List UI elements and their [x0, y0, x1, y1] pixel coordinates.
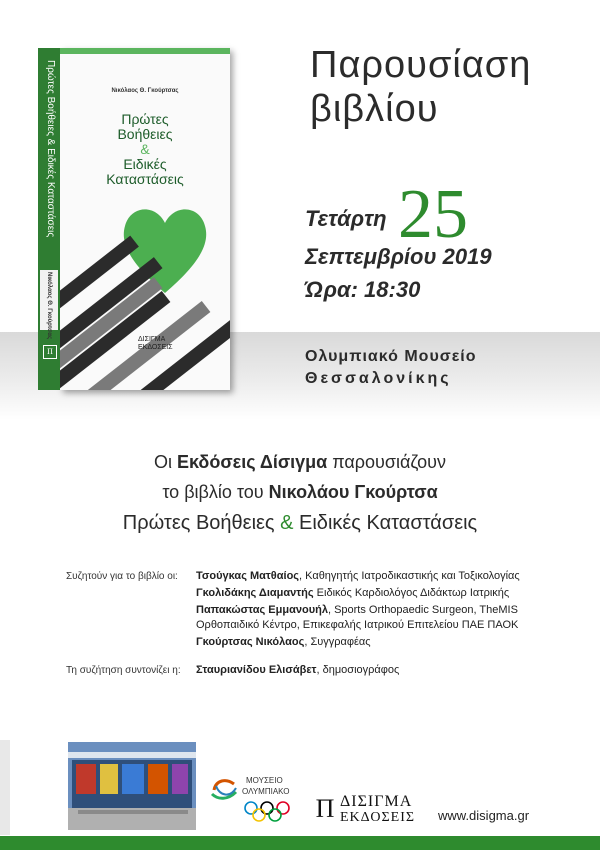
spine-title: Πρώτες Βοήθειες & Ειδικές Καταστάσεις [45, 60, 56, 238]
speaker-item: Γκολιδάκης Διαμαντής Ειδικός Καρδιολόγος Διδάκτωρ Ιατρικής [196, 587, 510, 599]
title-line2: βιβλίου [310, 88, 439, 130]
museum-photo [68, 742, 196, 830]
olympic-museum-logo-line2: ΟΛΥΜΠΙΑΚΟ [242, 787, 290, 796]
spine-author: Νικόλαος Θ. Γκούρτσας [40, 270, 58, 330]
cover-author: Νικόλαος Θ. Γκούρτσας [111, 88, 179, 94]
speakers-label: Συζητούν για το βιβλίο οι: [66, 571, 178, 582]
cover-top-bar [60, 48, 230, 54]
event-day-number: 25 [398, 176, 468, 253]
speaker-item: Παπακώστας Εμμανουήλ, Sports Orthopaedic Surgeon, TheMIS [196, 604, 518, 616]
cover-title-line4: Καταστάσεις [106, 171, 184, 187]
footer-left-bar [0, 740, 10, 835]
footer-green-bar [0, 836, 600, 850]
speakers-list [196, 569, 596, 650]
announcement-line2: το βιβλίο του Νικολάου Γκούρτσα [162, 482, 438, 502]
venue-line2: Θεσσαλονίκης [305, 370, 452, 387]
book-cover [60, 48, 230, 390]
title-line1: Παρουσίαση [310, 44, 532, 86]
cover-publisher-logo [138, 336, 208, 352]
disigma-logo-icon: Π [315, 794, 335, 823]
cover-title-line3: Ειδικές [123, 156, 167, 172]
spine-logo-icon: Π [43, 345, 57, 359]
cover-title-line1: Πρώτες [121, 111, 169, 127]
publisher-logo-line1: ΔΙΣΙΓΜΑ [340, 793, 413, 810]
cover-title [60, 112, 230, 187]
event-month-year: Σεπτεμβρίου 2019 [305, 244, 492, 269]
olympic-rings-icon [242, 800, 292, 824]
publisher-url[interactable]: www.disigma.gr [438, 808, 530, 823]
cover-title-amp: & [140, 141, 150, 157]
venue-line1: Ολυμπιακό Μουσείο [305, 348, 477, 365]
cover-title-line2: Βοήθειες [117, 126, 173, 142]
announcement-book-title: Πρώτες Βοήθειες & Ειδικές Καταστάσεις [122, 512, 478, 534]
announcement-line1: Οι Εκδόσεις Δίσιγμα παρουσιάζουν [153, 452, 447, 472]
olympic-museum-emblem-icon [206, 772, 242, 808]
moderator-label: Τη συζήτηση συντονίζει η: [66, 665, 181, 676]
speaker-item: Γκούρτσας Νικόλαος, Συγγραφέας [196, 636, 371, 648]
publisher-logo-line2: ΕΚΔΟΣΕΙΣ [340, 810, 416, 825]
cover-publisher-line1: ΔΙΣΙΓΜΑ [138, 336, 166, 343]
speaker-item-continued: Ορθοπαιδικό Κέντρο, Επικεφαλής Ιατρικού Επιτελείου ΠΑΕ ΠΑΟΚ [196, 619, 519, 631]
olympic-museum-logo-line1: ΜΟΥΣΕΙΟ [246, 776, 283, 785]
event-time: Ώρα: 18:30 [305, 277, 421, 302]
speaker-item: Τσούγκας Ματθαίος, Καθηγητής Ιατροδικαστικής και Τοξικολογίας [196, 570, 520, 582]
event-day-name: Τετάρτη [305, 206, 387, 231]
cover-publisher-line2: ΕΚΔΟΣΕΙΣ [138, 344, 173, 351]
moderator: Σταυριανίδου Ελισάβετ, δημοσιογράφος [196, 664, 400, 676]
